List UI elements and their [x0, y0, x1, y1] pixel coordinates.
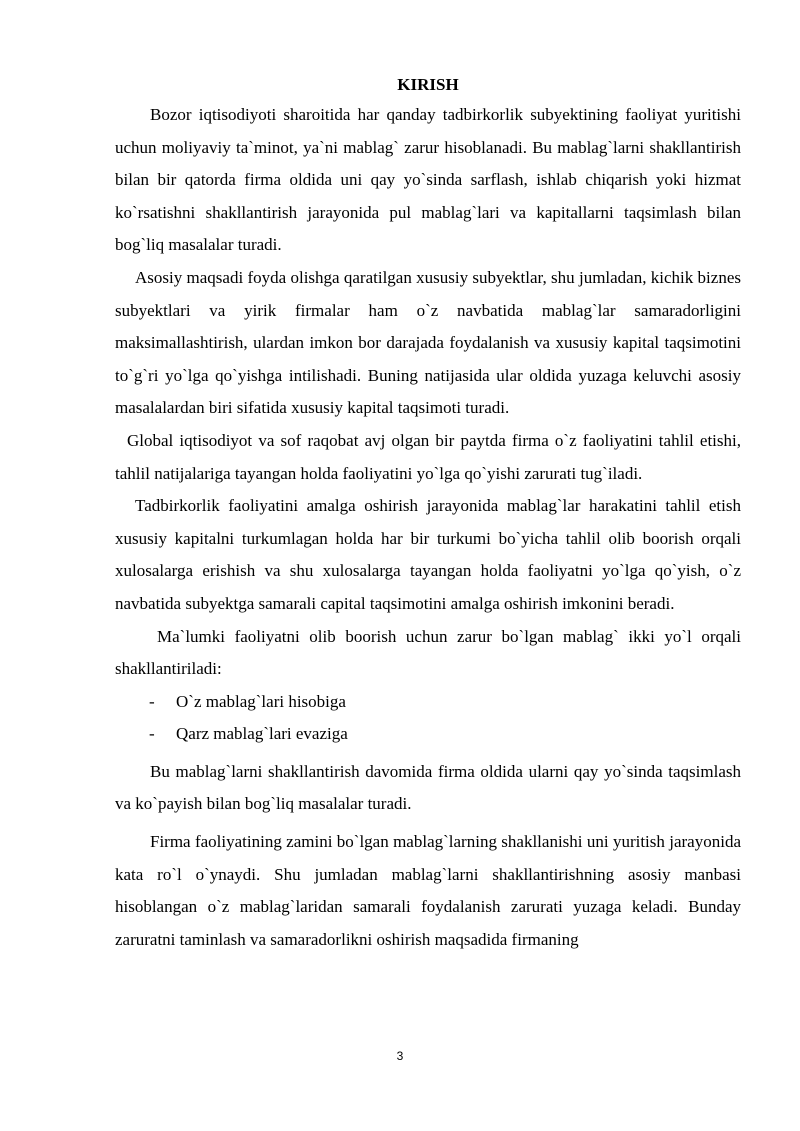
- list-item-text: O`z mablag`lari hisobiga: [176, 691, 346, 711]
- list-item: [149, 686, 741, 719]
- list-marker: -: [149, 691, 155, 711]
- paragraph-entrepreneurship: Tadbirkorlik faoliyatini amalga oshirish jarayonida mablag`lar harakatini tahlil etish xususiy kapitalni turkumlagan holda har bir turkumi bo`yicha tahlil olib boorish orqali xulosalarga erishish va shu xulosalarga tayangan holda faoliyatni yo`lga qo`yish, o`z navbatida subyektga samarali capital taqsimotini amalga oshirish imkonini beradi.: [115, 496, 741, 613]
- funding-sources-list: [149, 686, 741, 751]
- page-number: 3: [396, 1049, 404, 1063]
- paragraph-funding-ways: Ma`lumki faoliyatni olib boorish uchun zarur bo`lgan mablag` ikki yo`l orqali shakllantiriladi:: [115, 626, 741, 679]
- paragraph-distribution: Bu mablag`larni shakllantirish davomida firma oldida ularni qay yo`sinda taqsimlash va ko`payish bilan bog`liq masalalar turadi.: [115, 761, 741, 814]
- list-item: [149, 718, 741, 751]
- paragraph-global-economy: Global iqtisodiyot va sof raqobat avj olgan bir paytda firma o`z faoliyatini tahlil etishi, tahlil natijalariga tayangan holda faoliyatini yo`lga qo`yishi zarurati tug`iladi.: [115, 430, 741, 483]
- paragraph-firm-activity: Firma faoliyatining zamini bo`lgan mablag`larning shakllanishi uni yuritish jarayonida kata ro`l o`ynaydi. Shu jumladan mablag`larni shakllantirishning asosiy manbasi hisoblangan o`z mablag`laridan samarali foydalanish zarurati yuzaga keladi. Bunday zaruratni taminlash va samaradorlikni oshirish maqsadida firmaning: [115, 832, 741, 949]
- document-page: [115, 75, 741, 956]
- paragraph-private-subjects: Asosiy maqsadi foyda olishga qaratilgan xususiy subyektlar, shu jumladan, kichik biznes subyektlari va yirik firmalar ham o`z navbatida mablag`lar samaradorligini maksimallashtirish, ulardan imkon bor darajada foydalanish va xususiy kapital taqsimotini to`g`ri yo`lga qo`yishga intilishadi. Buning natijasida ular oldida yuzaga keluvchi asosiy masalalardan biri sifatida xususiy kapital taqsimoti turadi.: [115, 267, 741, 418]
- list-marker: -: [149, 724, 155, 744]
- paragraph-intro: Bozor iqtisodiyoti sharoitida har qanday tadbirkorlik subyektining faoliyat yuritishi uchun moliyaviy ta`minot, ya`ni mablag` zarur hisoblanadi. Bu mablag`larni shakllantirish bilan bir qatorda firma oldida uni qay yo`sinda sarflash, ishlab chiqarish yoki hizmat ko`rsatishni shakllantirish jarayonida pul mablag`lari va kapitallarni taqsimlash bilan bog`liq masalalar turadi.: [115, 105, 741, 255]
- list-item-text: Qarz mablag`lari evaziga: [176, 724, 348, 744]
- section-title: KIRISH: [397, 75, 459, 94]
